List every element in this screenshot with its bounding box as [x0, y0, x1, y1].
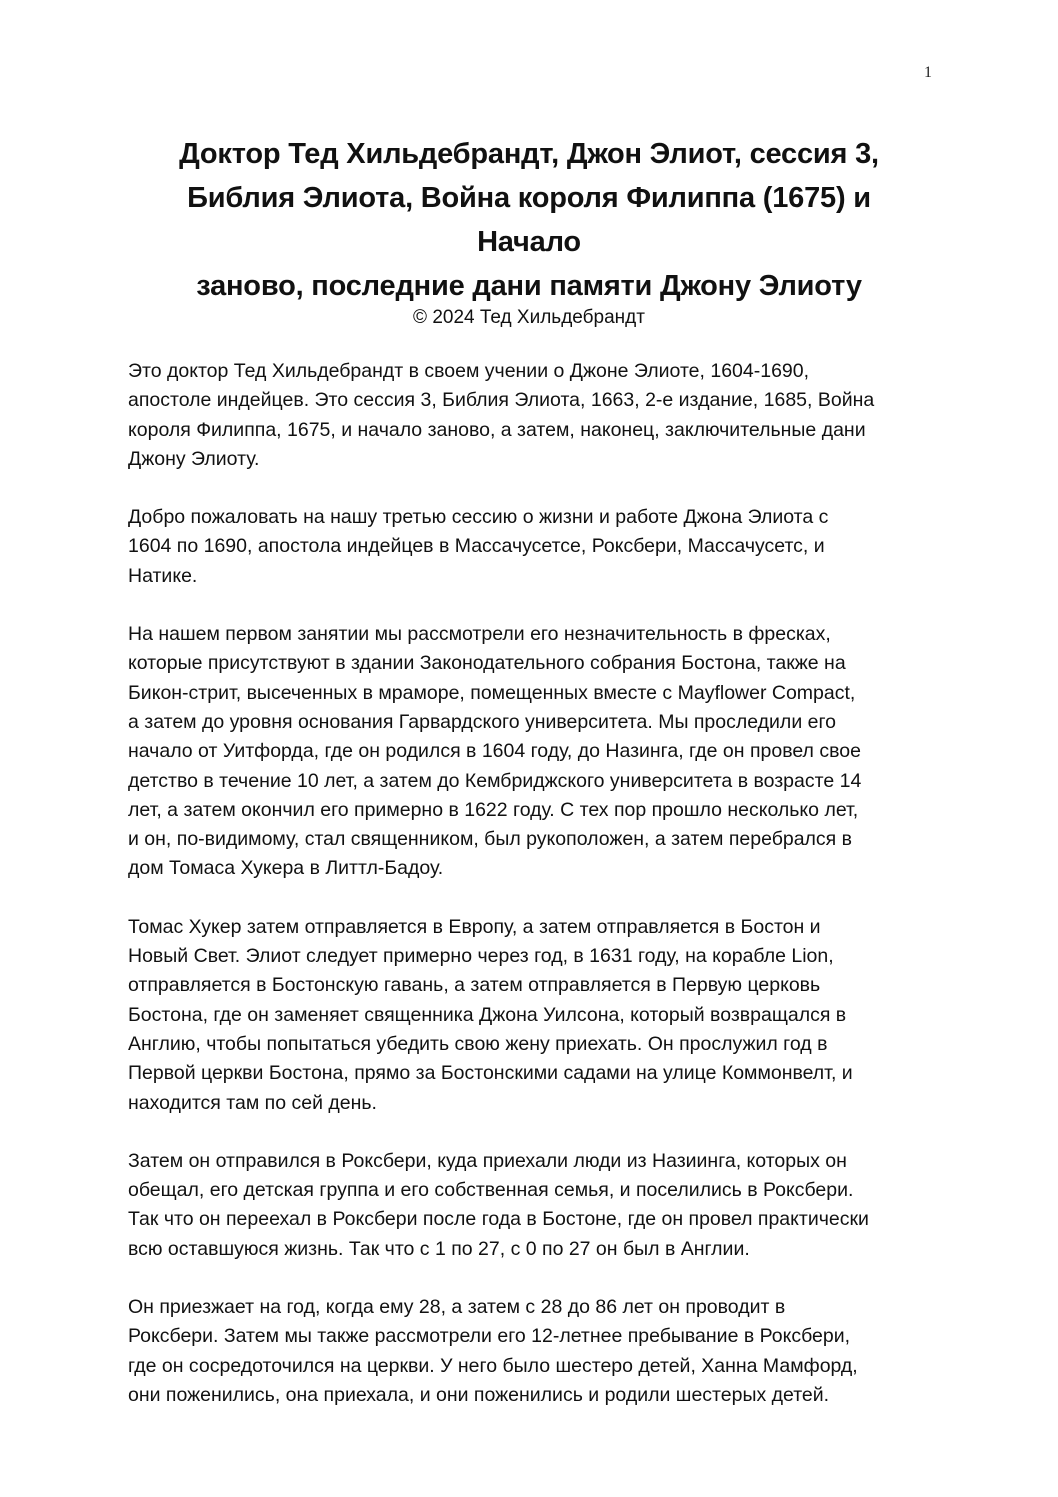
- paragraph-hooker: [128, 913, 940, 1118]
- text-line: которые присутствуют в здании Законодательного собрания Бостона, также на: [128, 652, 846, 675]
- text-line: лет, а затем окончил его примерно в 1622 году. С тех пор прошло несколько лет,: [128, 798, 859, 821]
- text-line: Роксбери. Затем мы также рассмотрели его 12-летнее пребывание в Роксбери,: [128, 1325, 851, 1348]
- text-line: Первой церкви Бостона, прямо за Бостонскими садами на улице Коммонвелт, и: [128, 1062, 853, 1085]
- paragraph-roxbury: [128, 1147, 940, 1264]
- text-line: апостоле индейцев. Это сессия 3, Библия Элиота, 1663, 2-е издание, 1685, Война: [128, 389, 875, 412]
- paragraph-welcome: [128, 503, 940, 591]
- text-line: а затем до уровня основания Гарвардского университета. Мы проследили его: [128, 710, 836, 733]
- text-line: Бостона, где он заменяет священника Джона Уилсона, который возвращался в: [128, 1003, 847, 1026]
- text-line: всю оставшуюся жизнь. Так что с 1 по 27, с 0 по 27 он был в Англии.: [128, 1237, 750, 1260]
- text-line: начало от Уитфорда, где он родился в 1604 году, до Назинга, где он провел свое: [128, 740, 861, 763]
- paragraph-first-session: [128, 620, 940, 884]
- paragraph-family: [128, 1293, 940, 1410]
- text-line: Томас Хукер затем отправляется в Европу, а затем отправляется в Бостон и: [128, 915, 821, 938]
- text-line: Затем он отправился в Роксбери, куда приехали люди из Назиинга, которых он: [128, 1149, 847, 1172]
- text-line: отправляется в Бостонскую гавань, а затем отправляется в Первую церковь: [128, 974, 821, 997]
- text-line: Это доктор Тед Хильдебрандт в своем учении о Джоне Элиоте, 1604-1690,: [128, 360, 810, 382]
- title-line: заново, последние дани памяти Джону Элиоту: [196, 270, 862, 302]
- text-line: На нашем первом занятии мы рассмотрели его незначительность в фресках,: [128, 623, 831, 646]
- text-line: где он сосредоточился на церкви. У него было шестеро детей, Ханна Мамфорд,: [128, 1354, 858, 1377]
- title-line: Доктор Тед Хильдебрандт, Джон Элиот, сессия 3,: [179, 138, 879, 170]
- text-line: Новый Свет. Элиот следует примерно через год, в 1631 году, на корабле Lion,: [128, 945, 834, 968]
- text-line: обещал, его детская группа и его собственная семья, и поселились в Роксбери.: [128, 1179, 854, 1202]
- text-line: Он приезжает на год, когда ему 28, а затем с 28 до 86 лет он проводит в: [128, 1296, 786, 1319]
- title-line: Библия Элиота, Война короля Филиппа (1675) и: [187, 182, 871, 214]
- page-number: 1: [924, 64, 932, 81]
- text-line: Джону Элиоту.: [128, 447, 260, 470]
- text-line: короля Филиппа, 1675, и начало заново, а затем, наконец, заключительные дани: [128, 418, 866, 441]
- copyright-notice: © 2024 Тед Хильдебрандт: [413, 307, 645, 328]
- text-line: 1604 по 1690, апостола индейцев в Массачусетсе, Роксбери, Массачусетс, и: [128, 535, 825, 558]
- text-line: дом Томаса Хукера в Литтл-Бадоу.: [128, 857, 444, 880]
- paragraph-intro: [128, 357, 940, 474]
- text-line: Бикон-стрит, высеченных в мраморе, помещенных вместе с Mayflower Compact,: [128, 681, 856, 704]
- text-line: детство в течение 10 лет, а затем до Кембриджского университета в возрасте 14: [128, 769, 862, 792]
- title-line: Начало: [477, 226, 581, 258]
- document-title: [100, 132, 958, 330]
- document-body: [128, 357, 940, 1439]
- text-line: они поженились, она приехала, и они поженились и родили шестерых детей.: [128, 1383, 830, 1406]
- text-line: Так что он переехал в Роксбери после года в Бостоне, где он провел практически: [128, 1208, 869, 1231]
- text-line: и он, по-видимому, стал священником, был рукоположен, а затем перебрался в: [128, 828, 853, 851]
- text-line: находится там по сей день.: [128, 1091, 377, 1114]
- text-line: Добро пожаловать на нашу третью сессию о жизни и работе Джона Элиота с: [128, 506, 829, 529]
- text-line: Англию, чтобы попытаться убедить свою жену приехать. Он прослужил год в: [128, 1032, 828, 1055]
- text-line: Натике.: [128, 564, 198, 587]
